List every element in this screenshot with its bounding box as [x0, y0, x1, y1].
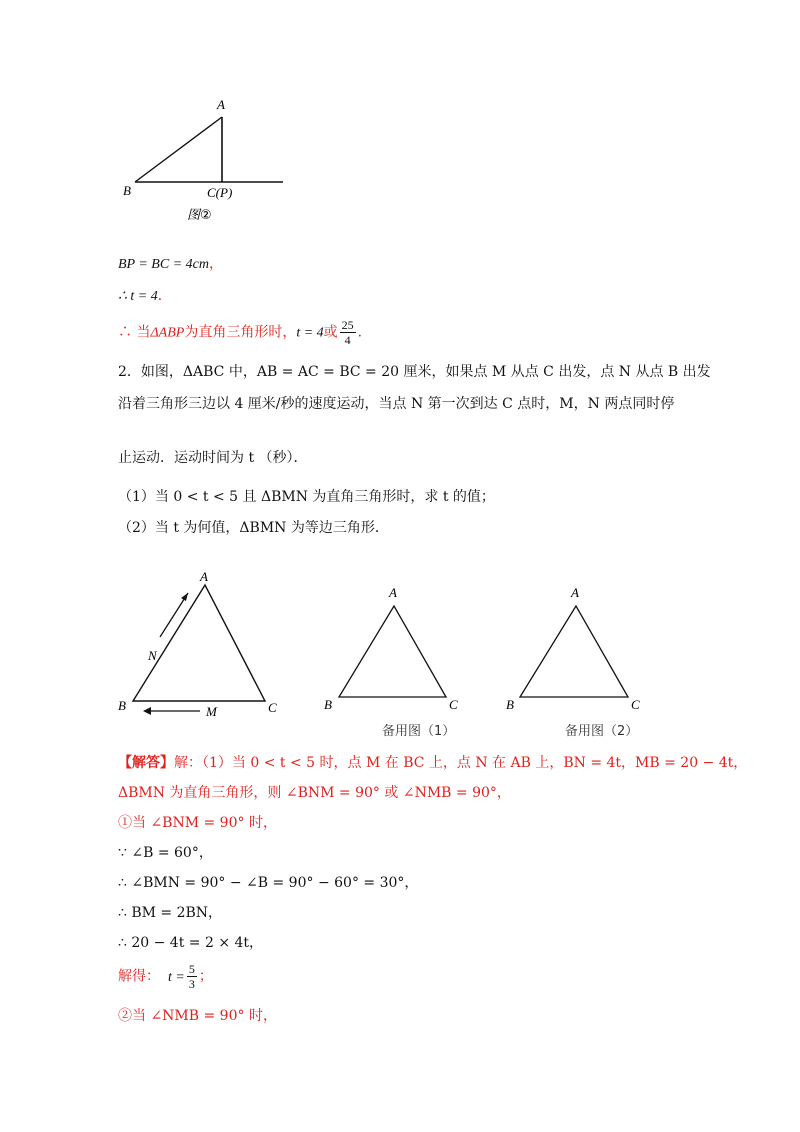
fig2-label-a: A — [217, 97, 225, 112]
figure-spare-1 — [318, 582, 488, 742]
fig2-label-b: B — [123, 183, 131, 198]
solution-line-5: ∴ ∠BMN = 90° − ∠B = 90° − 60° = 30°， — [118, 875, 419, 891]
solution-line-6: ∴ BM = 2BN， — [118, 905, 223, 921]
solution-line-4: ∵ ∠B = 60°， — [118, 845, 213, 861]
spare2-caption: 备用图（2） — [565, 724, 639, 739]
spare1-label-b: B — [324, 697, 332, 712]
main-label-n: N — [148, 648, 157, 663]
spare1-label-c: C — [449, 697, 458, 712]
question-1: （1）当 0 < t < 5 且 ΔBMN 为直角三角形时，求 t 的值； — [118, 489, 495, 505]
problem-line-2: 沿着三角形三边以 4 厘米/秒的速度运动，当点 N 第一次到达 C 点时，M，N 两点同时停 — [118, 396, 675, 412]
figure-spare-2 — [500, 582, 670, 742]
solution-line-8: 解得： t = $\frac{5}{3}$ ； — [118, 962, 213, 991]
problem-line-1: 2．如图，ΔABC 中，AB = AC = BC = 20 厘米，如果点 M 从点 C 出发，点 N 从点 B 出发 — [118, 364, 711, 380]
main-label-m: M — [206, 704, 217, 719]
line-t-4: ∴ t = 4． — [118, 288, 172, 304]
line-conclusion: ∴ 当ΔABP为直角三角形时，t = 4或 $\frac{25}{4}$ ． — [118, 318, 372, 347]
figure-2 — [115, 95, 295, 225]
spare2-label-c: C — [631, 697, 640, 712]
main-label-a: A — [200, 569, 208, 584]
main-label-b: B — [118, 698, 126, 713]
solution-line-1: 【解答】解：（1）当 0 < t < 5 时，点 M 在 BC 上，点 N 在 AB 上，BN = 4t，MB = 20 − 4t， — [118, 755, 748, 771]
problem-line-3: 止运动．运动时间为 t （秒）． — [118, 450, 308, 466]
figure-main-triangle — [110, 565, 290, 725]
main-label-c: C — [268, 700, 277, 715]
spare1-caption: 备用图（1） — [382, 724, 456, 739]
line-bp-bc: BP = BC = 4cm， — [118, 256, 223, 272]
solution-line-2: ΔBMN 为直角三角形，则 ∠BNM = 90° 或 ∠NMB = 90°， — [118, 785, 511, 801]
question-2: （2）当 t 为何值，ΔBMN 为等边三角形． — [118, 520, 389, 536]
fig2-caption: 图② — [187, 208, 212, 223]
spare1-label-a: A — [389, 585, 397, 600]
fig2-label-cp: C(P) — [207, 185, 233, 200]
spare2-label-a: A — [571, 585, 579, 600]
solution-line-9: ②当 ∠NMB = 90° 时， — [118, 1008, 277, 1024]
solution-line-7: ∴ 20 − 4t = 2 × 4t， — [118, 935, 264, 951]
spare2-label-b: B — [506, 697, 514, 712]
solution-line-3: ①当 ∠BNM = 90° 时， — [118, 815, 277, 831]
